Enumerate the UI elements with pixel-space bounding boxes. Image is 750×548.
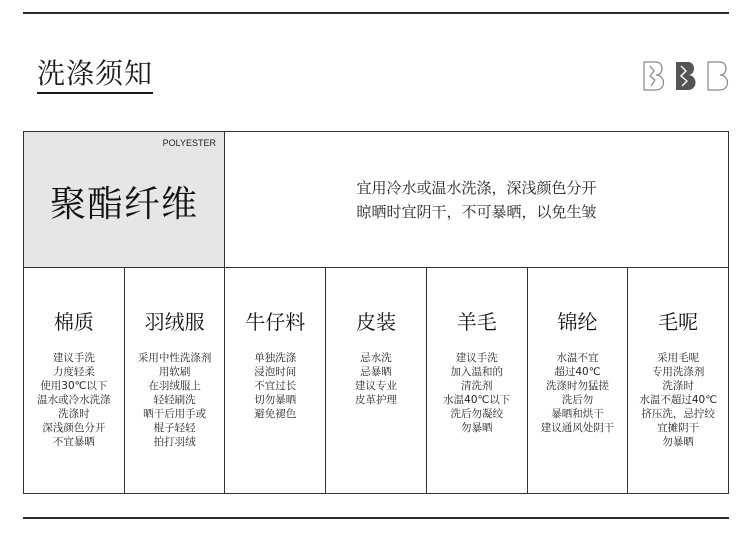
material-text: 忌水洗 忌暴晒 建议专业 皮革护理 <box>355 352 398 406</box>
material-title: 羽绒服 <box>144 310 205 334</box>
fabric-type-cell <box>24 132 225 268</box>
material-leather <box>326 268 427 493</box>
instruction-line: 宜用冷水或温水洗涤，深浅颜色分开 <box>356 178 597 197</box>
material-text: 建议手洗 力度轻柔 使用30℃以下 温水或冷水洗涤 洗涤时 深浅颜色分开 不宜暴晒 <box>37 352 111 448</box>
material-title: 羊毛 <box>456 310 497 334</box>
material-down-jacket <box>125 268 226 493</box>
material-title: 牛仔料 <box>245 310 306 334</box>
material-title: 棉质 <box>53 310 94 334</box>
material-text: 建议手洗 加入温和的 清洗剂 水温40℃以下 洗后勿凝绞 勿暴晒 <box>443 352 511 434</box>
brand-logo <box>642 60 732 92</box>
fabric-instructions <box>225 132 728 268</box>
material-title: 皮装 <box>356 310 397 334</box>
fabric-name-cn: 聚酯纤维 <box>49 184 198 225</box>
material-woolen-cloth <box>628 268 728 493</box>
material-columns <box>24 268 728 493</box>
care-table <box>23 131 729 494</box>
instruction-line: 晾晒时宜阴干，不可暴晒，以免生皱 <box>356 202 597 221</box>
material-text: 采用中性洗涤剂 用软刷 在羽绒服上 轻轻刷洗 晒干后用手或 棍子轻轻 拍打羽绒 <box>137 352 212 448</box>
material-denim <box>225 268 326 493</box>
bottom-divider <box>23 517 729 519</box>
material-wool <box>427 268 528 493</box>
material-text: 采用毛呢 专用洗涤剂 洗涤时 水温不超过40℃ 挤压洗，忌拧绞 宜摊阴干 勿暴晒 <box>639 352 717 448</box>
material-title: 毛呢 <box>658 310 699 334</box>
material-text: 水温不宜 超过40℃ 洗涤时勿猛搓 洗后勿 暴晒和烘干 建议通风处阴干 <box>540 352 615 434</box>
material-text: 单独洗涤 浸泡时间 不宜过长 切勿暴晒 避免褪色 <box>254 352 297 420</box>
material-cotton <box>24 268 125 493</box>
material-nylon <box>528 268 629 493</box>
fabric-name-en: POLYESTER <box>162 138 216 148</box>
page-title: 洗涤须知 <box>37 56 153 94</box>
top-divider <box>23 12 729 14</box>
material-title: 锦纶 <box>557 310 598 334</box>
